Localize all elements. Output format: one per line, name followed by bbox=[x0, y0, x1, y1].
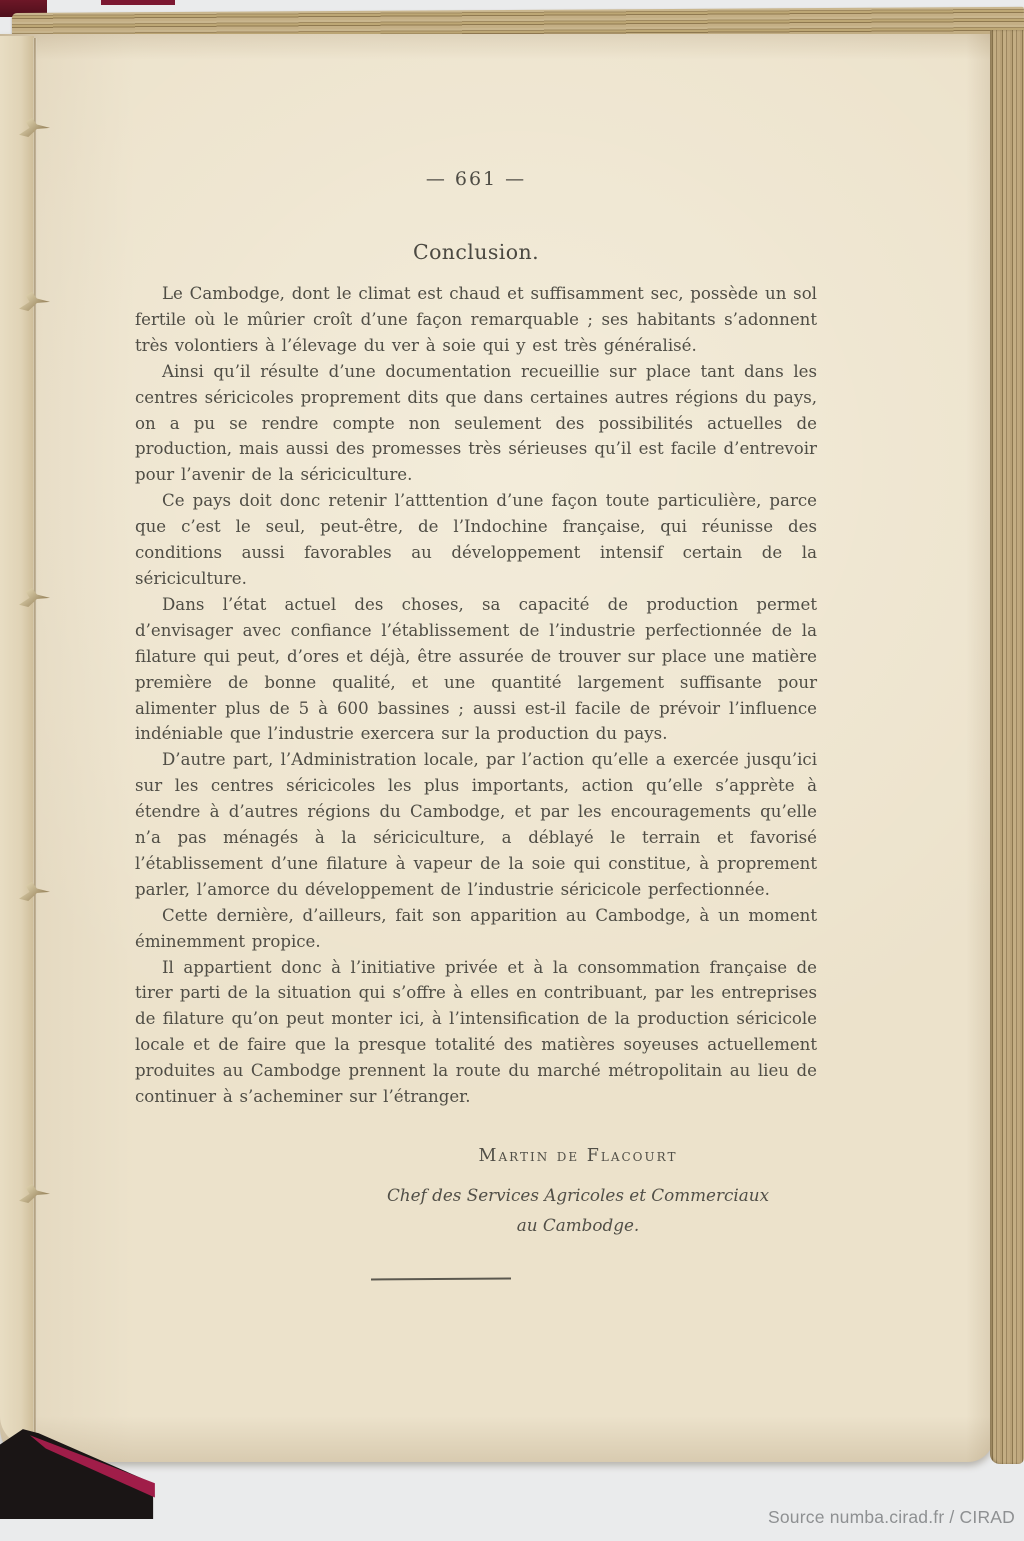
paragraph: Il appartient donc à l’initiative privée et à la consommation française de tirer parti de la situation qui s’offre à elles en contribuant, par les entreprises de filature qu’on peut monter ici, à l’intensification de la production séricicole locale et de faire que la presque totalité des matières soyeuses actuellement produites au Cambodge prennent la route du marché métropolitain au lieu de continuer à s’acheminer sur l’étranger. bbox=[135, 957, 817, 1107]
signature-role bbox=[237, 1180, 919, 1240]
paragraph: Ce pays doit donc retenir l’atttention d’une façon toute particulière, parce que c’est le seul, peut-être, de l’Indochine française, qui réunisse des conditions aussi favorables au développement intensif certain de la sériciculture. bbox=[135, 491, 817, 588]
binding-crease bbox=[33, 38, 37, 1442]
page-stack-right-edge bbox=[990, 30, 1024, 1464]
paragraph: Dans l’état actuel des choses, sa capacité de production permet d’envisager avec confiance l’établissement de l’industrie perfectionnée de la filature qui peut, d’ores et déjà, être assurée de trouver sur place une matière première de bonne qualité, et une quantité largement suffisante pour alimenter plus de 5 à 600 bassines ; aussi est-il facile de prévoir l’influence indéniable que l’industrie exercera sur la production du pays. bbox=[135, 594, 817, 744]
paragraph: Cette dernière, d’ailleurs, fait son apparition au Cambodge, à un moment éminemment propice. bbox=[135, 905, 817, 951]
signature-role-line: Chef des Services Agricoles et Commerciaux bbox=[386, 1185, 770, 1205]
source-watermark: Source numba.cirad.fr / CIRAD bbox=[768, 1507, 1015, 1527]
cover-board-shadow bbox=[0, 1420, 176, 1522]
page-number: — 661 — bbox=[425, 168, 527, 190]
paragraph: D’autre part, l’Administration locale, par l’action qu’elle a exercée jusqu’ici sur les centres séricicoles les plus importants, action qu’elle s’apprète à étendre à d’autres régions du Cambodge, et par les encouragements qu’elle n’a pas ménagés à la sériciculture, a déblayé le terrain et favorisé l’établissement d’une filature à vapeur de la soie qui constitue, à proprement parler, l’amorce du développement de l’industrie séricicole perfectionnée. bbox=[135, 750, 817, 899]
book-cover-top-sliver bbox=[101, 0, 175, 5]
paragraph: Ainsi qu’il résulte d’une documentation recueillie sur place tant dans les centres séricicoles proprement dits que dans certaines autres régions du pays, on a pu se rendre compte non seulement des possibilités actuelles de production, mais aussi des promesses très sérieuses qu’il est facile d’entrevoir pour l’avenir de la sériciculture. bbox=[135, 361, 817, 485]
signature-name: Martin de Flacourt bbox=[478, 1146, 678, 1166]
section-title: Conclusion. bbox=[412, 240, 539, 264]
page-content bbox=[135, 168, 817, 1280]
binding-gutter bbox=[0, 36, 34, 1446]
book-cover-bottom-corner bbox=[0, 1420, 176, 1522]
signature-role-line: au Cambodge. bbox=[516, 1215, 640, 1235]
body-text bbox=[135, 281, 817, 1110]
paragraph: Le Cambodge, dont le climat est chaud et suffisamment sec, possède un sol fertile où le mûrier croît d’une façon remarquable ; ses habitants s’adonnent très volontiers à l’élevage du ver à soie qui y est très généralisé. bbox=[135, 284, 817, 355]
